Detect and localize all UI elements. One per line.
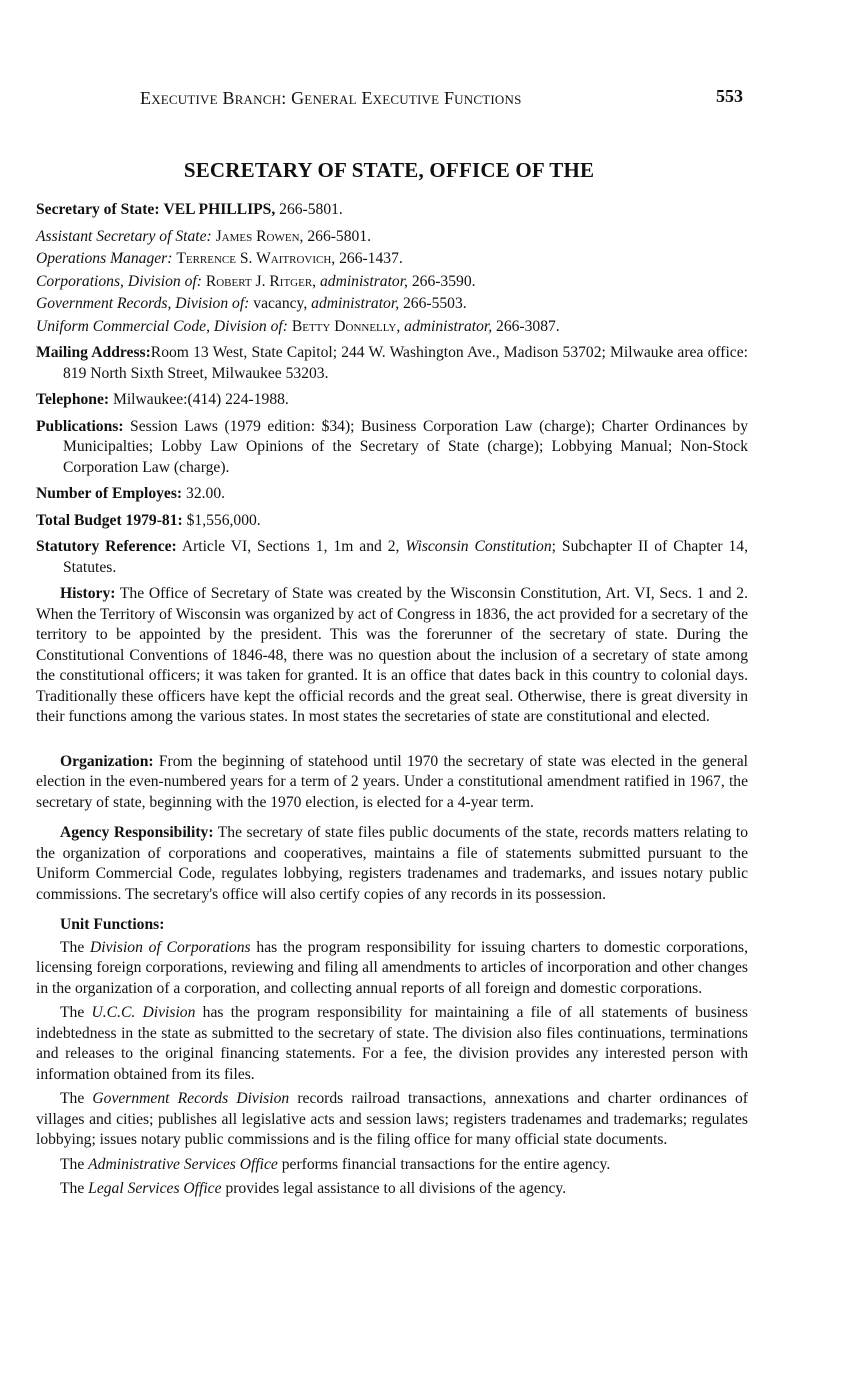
secretary-label: Secretary of State: bbox=[36, 201, 160, 218]
employees-text: 32.00. bbox=[186, 485, 226, 502]
staff-label: Operations Manager: bbox=[36, 250, 173, 267]
document-body bbox=[36, 200, 748, 1204]
staff-entry bbox=[36, 227, 748, 248]
employees bbox=[36, 484, 748, 505]
statutory-label: Statutory Reference: bbox=[36, 538, 177, 555]
budget-text: $1,556,000. bbox=[186, 511, 261, 529]
organization-section bbox=[36, 752, 748, 814]
unit-function-unit: Legal Services Office bbox=[88, 1180, 222, 1197]
mailing-address bbox=[36, 343, 748, 384]
organization-text: From the beginning of statehood until 1970 the secretary of state was elected in the general election in the even-numbered years for a term of 2 years. Under a constitutional amendment ratified in 1967, the secretary of state, beginning with the 1970 election, is elected for a 4-year term. bbox=[36, 752, 748, 811]
staff-entry bbox=[36, 249, 748, 270]
telephone bbox=[36, 390, 748, 411]
unit-function-item bbox=[36, 1155, 748, 1176]
statutory-text-after: ; Subchapter II of Chapter 14, Statutes. bbox=[63, 538, 749, 576]
statutory-text: Article VI, Sections 1, 1m and 2, bbox=[181, 538, 400, 555]
statutory-reference bbox=[36, 537, 748, 578]
running-head-title: General Executive Functions bbox=[291, 88, 522, 108]
staff-role: administrator, bbox=[404, 317, 493, 335]
staff-label: Corporations, Division of: bbox=[36, 272, 202, 290]
history-text: The Office of Secretary of State was created by the Wisconsin Constitution, Art. VI, Secs. 1 and 2. When the Territory of Wisconsin was organized by act of Congress in 1836, the act provided for a secretary of the territory to be appointed by the president. This was the forerunner of the secretary of state. During the Constitutional Conventions of 1846-48, there was no question about the inclusion of a secretary of state among the constitutional officers; it was taken for granted. It is an office that dates back in this country to colonial days. Traditionally these officers have kept the official records and the great seal. Otherwise, there is great diversity in their functions among the various states. In most states the secretaries of state are constitutional and elected. bbox=[36, 585, 748, 725]
staff-phone: 266-1437. bbox=[339, 250, 403, 267]
staff-entry bbox=[36, 294, 748, 315]
unit-function-text: performs financial transactions for the entire agency. bbox=[281, 1155, 611, 1173]
history-label: History: bbox=[60, 585, 116, 602]
staff-phone: 266-3590. bbox=[411, 272, 476, 290]
budget bbox=[36, 511, 748, 532]
history-section bbox=[36, 584, 748, 728]
unit-function-prefix: The bbox=[60, 938, 85, 956]
staff-role: administrator, bbox=[319, 272, 408, 290]
unit-function-unit: Division of Corporations bbox=[90, 938, 251, 956]
running-head bbox=[140, 88, 522, 109]
unit-function-unit: Administrative Services Office bbox=[88, 1155, 278, 1173]
unit-function-item bbox=[36, 938, 748, 1000]
staff-list bbox=[36, 227, 748, 338]
unit-function-text: has the program responsibility for maintaining a file of all statements of business indebtedness in the state as submitted to the secretary of state. The division also files continuations, terminations and releases to the original financing statements. For a fee, the division provides any interested person with information obtained from its files. bbox=[36, 1004, 748, 1083]
staff-name: Betty Donnelly, bbox=[291, 317, 401, 335]
publications bbox=[36, 417, 748, 479]
organization-label: Organization: bbox=[60, 752, 154, 770]
page-title: SECRETARY OF STATE, OFFICE OF THE bbox=[183, 158, 595, 182]
section-spacer bbox=[36, 738, 748, 752]
staff-name: Terrence S. Waitrovich, bbox=[176, 250, 336, 267]
employees-label: Number of Employes: bbox=[36, 485, 183, 502]
agency-label: Agency Responsibility: bbox=[60, 824, 214, 841]
agency-text: The secretary of state files public documents of the state, records matters relating to the organization of corporations and cooperatives, maintains a file of statements submitted pursuant to the Uniform Commercial Code, regulates lobbying, registers tradenames and trademarks, and issues notary public commissions. The secretary's office will also certify copies of any records in its possession. bbox=[36, 824, 748, 903]
mailing-label: Mailing Address: bbox=[36, 344, 151, 361]
staff-entry bbox=[36, 272, 748, 293]
staff-label: Assistant Secretary of State: bbox=[36, 227, 212, 245]
staff-label: Government Records, Division of: bbox=[36, 295, 250, 312]
staff-phone: 266-3087. bbox=[496, 317, 560, 335]
staff-role: administrator, bbox=[311, 295, 400, 312]
publications-text: Session Laws (1979 edition: $34); Business Corporation Law (charge); Charter Ordinances by Municipalties; Lobby Law Opinions of the Secretary of State (charge); Lobbying Manual; Non-Stock Corporation Law (charge). bbox=[63, 417, 748, 476]
unit-function-unit: Government Records Division bbox=[92, 1090, 290, 1107]
staff-name: Robert J. Ritger, bbox=[205, 272, 317, 290]
staff-name: James Rowen, bbox=[215, 227, 304, 245]
staff-label: Uniform Commercial Code, Division of: bbox=[36, 317, 288, 335]
unit-function-text: has the program responsibility for issuing charters to domestic corporations, licensing foreign corporations, reviewing and filing all amendments to articles of incorporation and other changes in the organization of a corporation, and collecting annual reports of all foreign and domestic corporations. bbox=[36, 938, 748, 997]
unit-function-prefix: The bbox=[60, 1004, 85, 1021]
page-number: 553 bbox=[716, 86, 743, 106]
unit-function-unit: U.C.C. Division bbox=[91, 1004, 196, 1021]
unit-function-prefix: The bbox=[60, 1180, 85, 1197]
unit-function-text: provides legal assistance to all divisions of the agency. bbox=[225, 1180, 567, 1197]
unit-functions-heading: Unit Functions: bbox=[60, 916, 165, 933]
unit-function-item bbox=[36, 1089, 748, 1151]
unit-function-item bbox=[36, 1179, 748, 1200]
agency-section bbox=[36, 823, 748, 905]
secretary-entry bbox=[36, 200, 748, 221]
telephone-text: Milwaukee:(414) 224-1988. bbox=[112, 391, 289, 408]
unit-function-prefix: The bbox=[60, 1155, 85, 1173]
publications-label: Publications: bbox=[36, 417, 124, 435]
mailing-text: Room 13 West, State Capitol; 244 W. Washington Ave., Madison 53702; Milwauke area office: 819 North Sixth Street, Milwaukee 53203. bbox=[63, 344, 748, 382]
telephone-label: Telephone: bbox=[36, 391, 110, 408]
staff-name: vacancy, bbox=[253, 295, 308, 312]
statutory-constitution: Wisconsin Constitution bbox=[405, 538, 552, 555]
unit-function-prefix: The bbox=[60, 1090, 85, 1107]
staff-entry bbox=[36, 317, 748, 338]
unit-function-item bbox=[36, 1003, 748, 1085]
secretary-phone: 266-5801. bbox=[279, 201, 343, 218]
running-head-prefix: Executive Branch: bbox=[140, 88, 287, 108]
secretary-name: VEL PHILLIPS, bbox=[163, 201, 276, 218]
unit-function-text: records railroad transactions, annexations and charter ordinances of villages and cities; publishes all legislative acts and session laws; registers tradenames and trademarks; regulates lobbying; issues notary public commissions and is the filing office for many official state documents. bbox=[36, 1090, 748, 1148]
staff-phone: 266-5801. bbox=[307, 227, 372, 245]
budget-label: Total Budget 1979-81: bbox=[36, 511, 183, 529]
staff-phone: 266-5503. bbox=[403, 295, 467, 312]
